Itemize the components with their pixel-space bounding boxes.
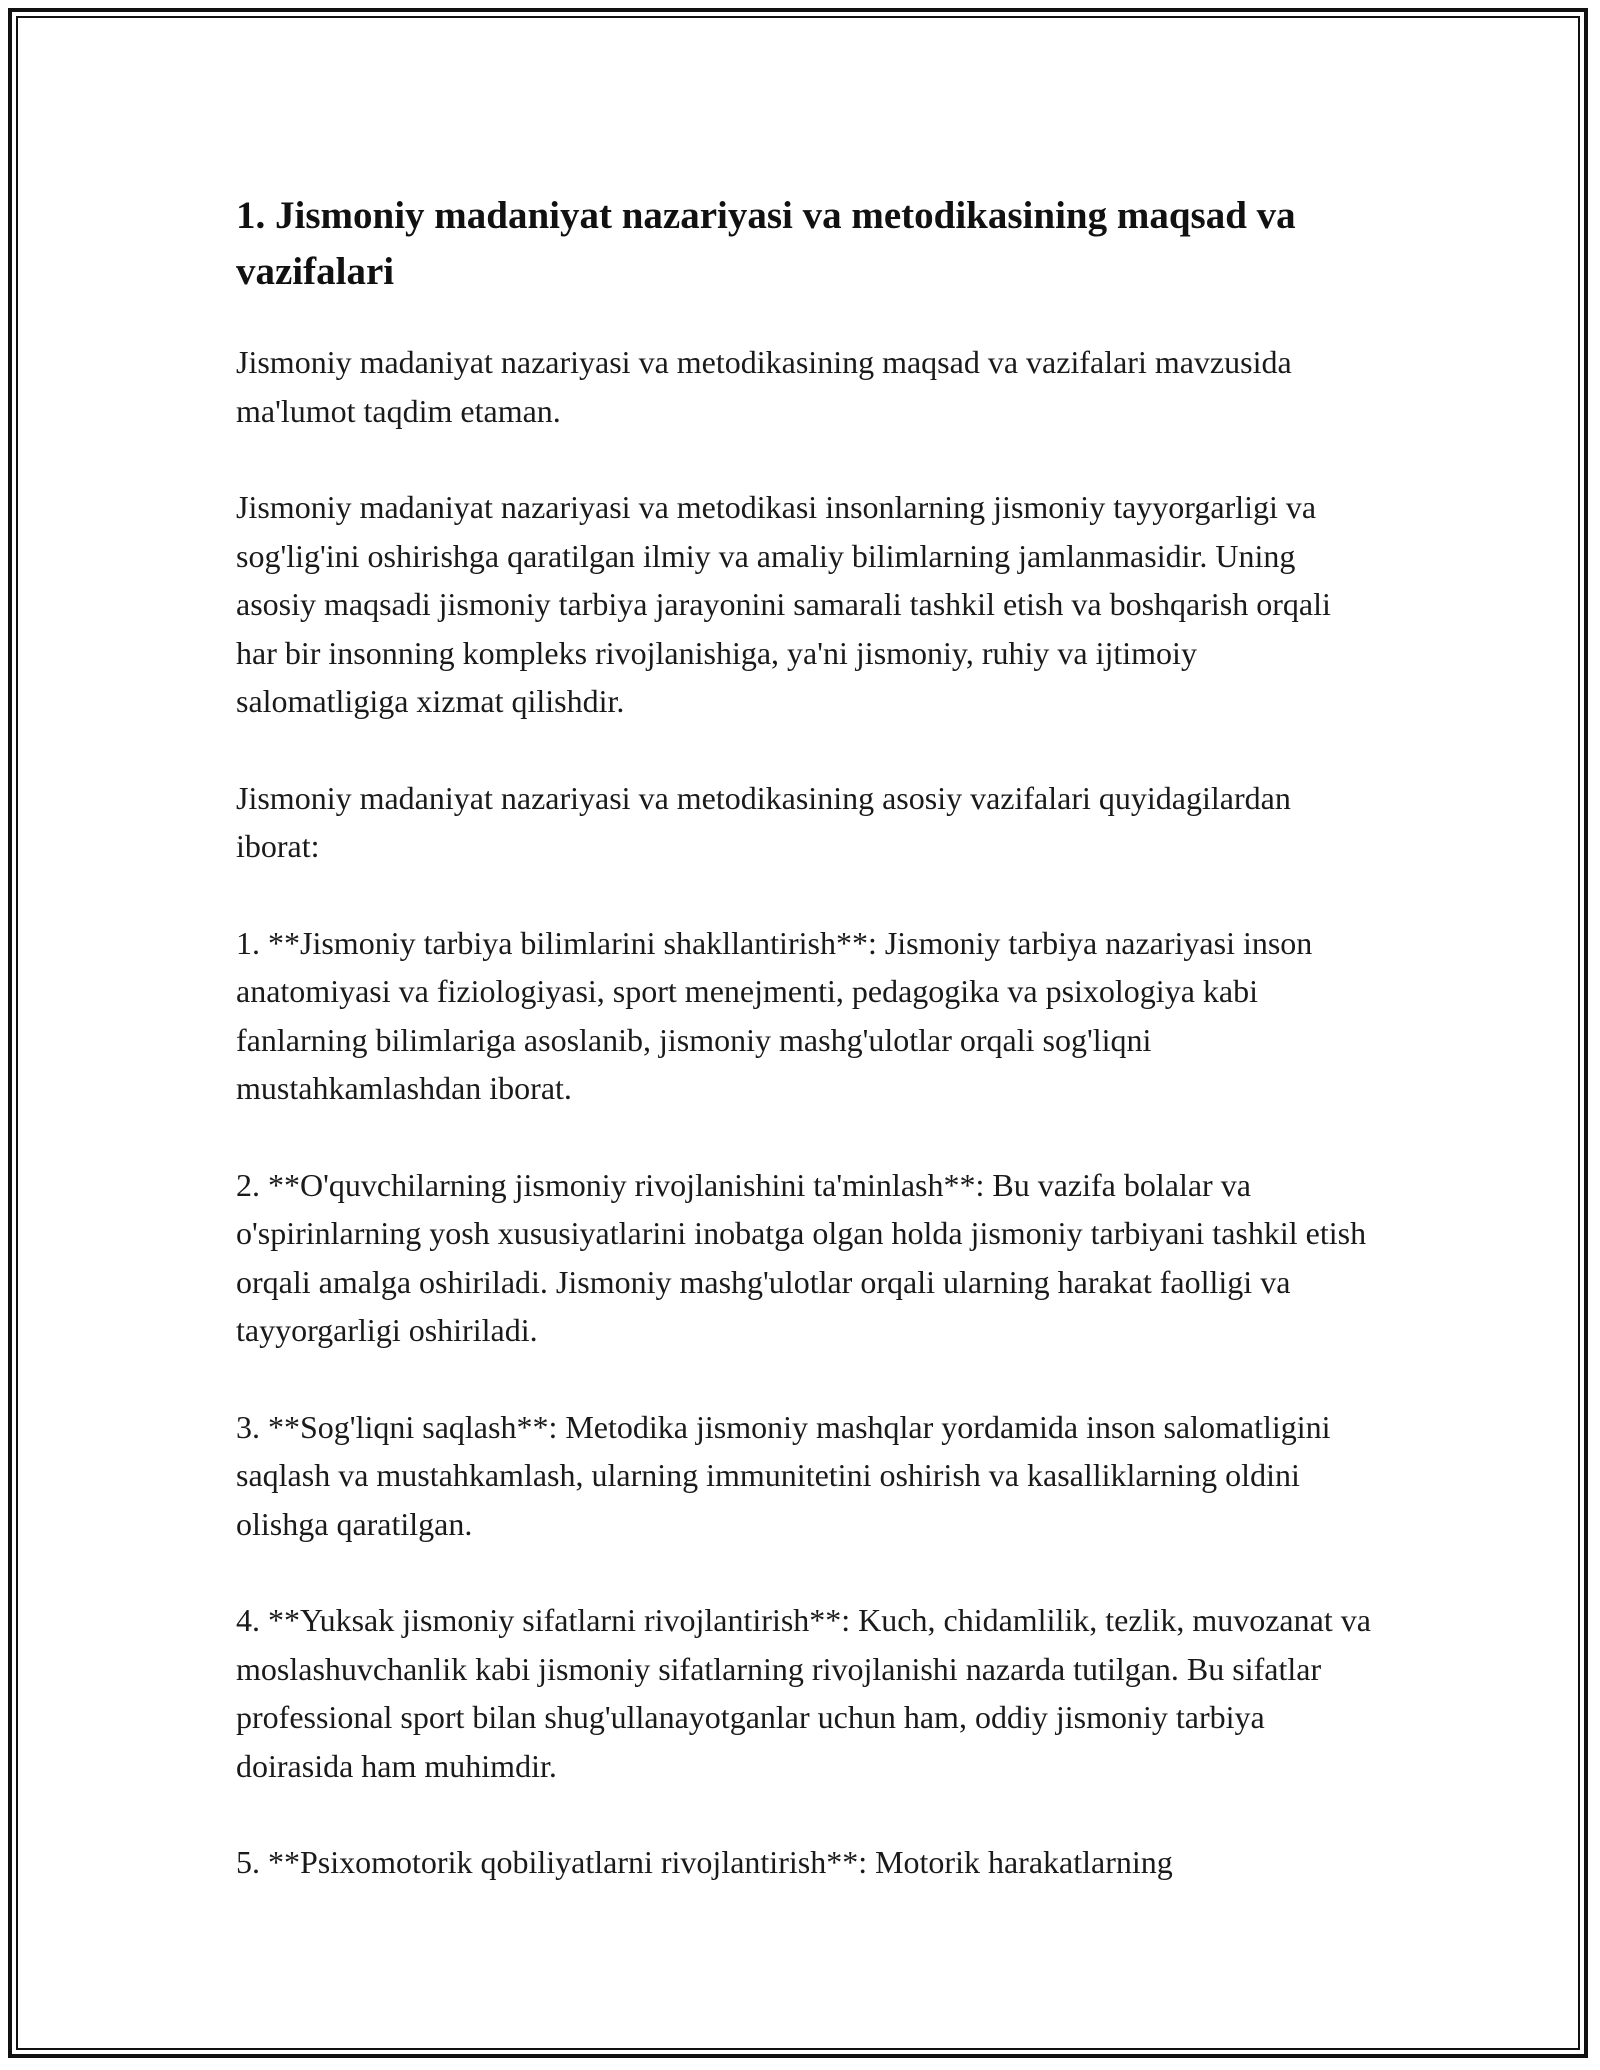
list-item-task-2: 2. **O'quvchilarning jismoniy rivojlanishini ta'minlash**: Bu vazifa bolalar va o'spirinlarning yosh xususiyatlarini inobatga olgan holda jismoniy tarbiyani tashkil etish orqali amalga oshiriladi. Jismoniy mashg'ulotlar orqali ularning harakat faolligi va tayyorgarligi oshiriladi. [236,1166,1367,1348]
list-item-task-5: 5. **Psixomotorik qobiliyatlarni rivojlantirish**: Motorik harakatlarning [236,1844,1173,1880]
list-item-task-3: 3. **Sog'liqni saqlash**: Metodika jismoniy mashqlar yordamida inson salomatligini saqlash va mustahkamlash, ularning immunitetini oshirish va kasalliklarning oldini olishga qaratilgan. [236,1408,1331,1542]
list-item-task-1: 1. **Jismoniy tarbiya bilimlarini shakllantirish**: Jismoniy tarbiya nazariyasi inson anatomiyasi va fiziologiyasi, sport menejmenti, pedagogika va psixologiya kabi fanlarning bilimlariga asoslanib, jismoniy mashg'ulotlar orqali sog'liqni mustahkamlashdan iborat. [236,924,1313,1106]
document-title: 1. Jismoniy madaniyat nazariyasi va metodikasining maqsad va vazifalari [236,194,1296,293]
paragraph-tasks-intro: Jismoniy madaniyat nazariyasi va metodikasining asosiy vazifalari quyidagilardan iborat: [236,779,1291,864]
document-body [236,188,1376,1935]
list-item-task-4: 4. **Yuksak jismoniy sifatlarni rivojlantirish**: Kuch, chidamlilik, tezlik, muvozanat va moslashuvchanlik kabi jismoniy sifatlarning rivojlanishi nazarda tutilgan. Bu sifatlar professional sport bilan shug'ullanayotganlar uchun ham, oddiy jismoniy tarbiya doirasida ham muhimdir. [236,1602,1371,1784]
paragraph-definition: Jismoniy madaniyat nazariyasi va metodikasi insonlarning jismoniy tayyorgarligi va sog'lig'ini oshirishga qaratilgan ilmiy va amaliy bilimlarning jamlanmasidir. Uning asosiy maqsadi jismoniy tarbiya jarayonini samarali tashkil etish va boshqarish orqali har bir insonning kompleks rivojlanishiga, ya'ni jismoniy, ruhiy va ijtimoiy salomatligiga xizmat qilishdir. [236,489,1331,719]
paragraph-intro: Jismoniy madaniyat nazariyasi va metodikasining maqsad va vazifalari mavzusida ma'lumot taqdim etaman. [236,344,1292,429]
